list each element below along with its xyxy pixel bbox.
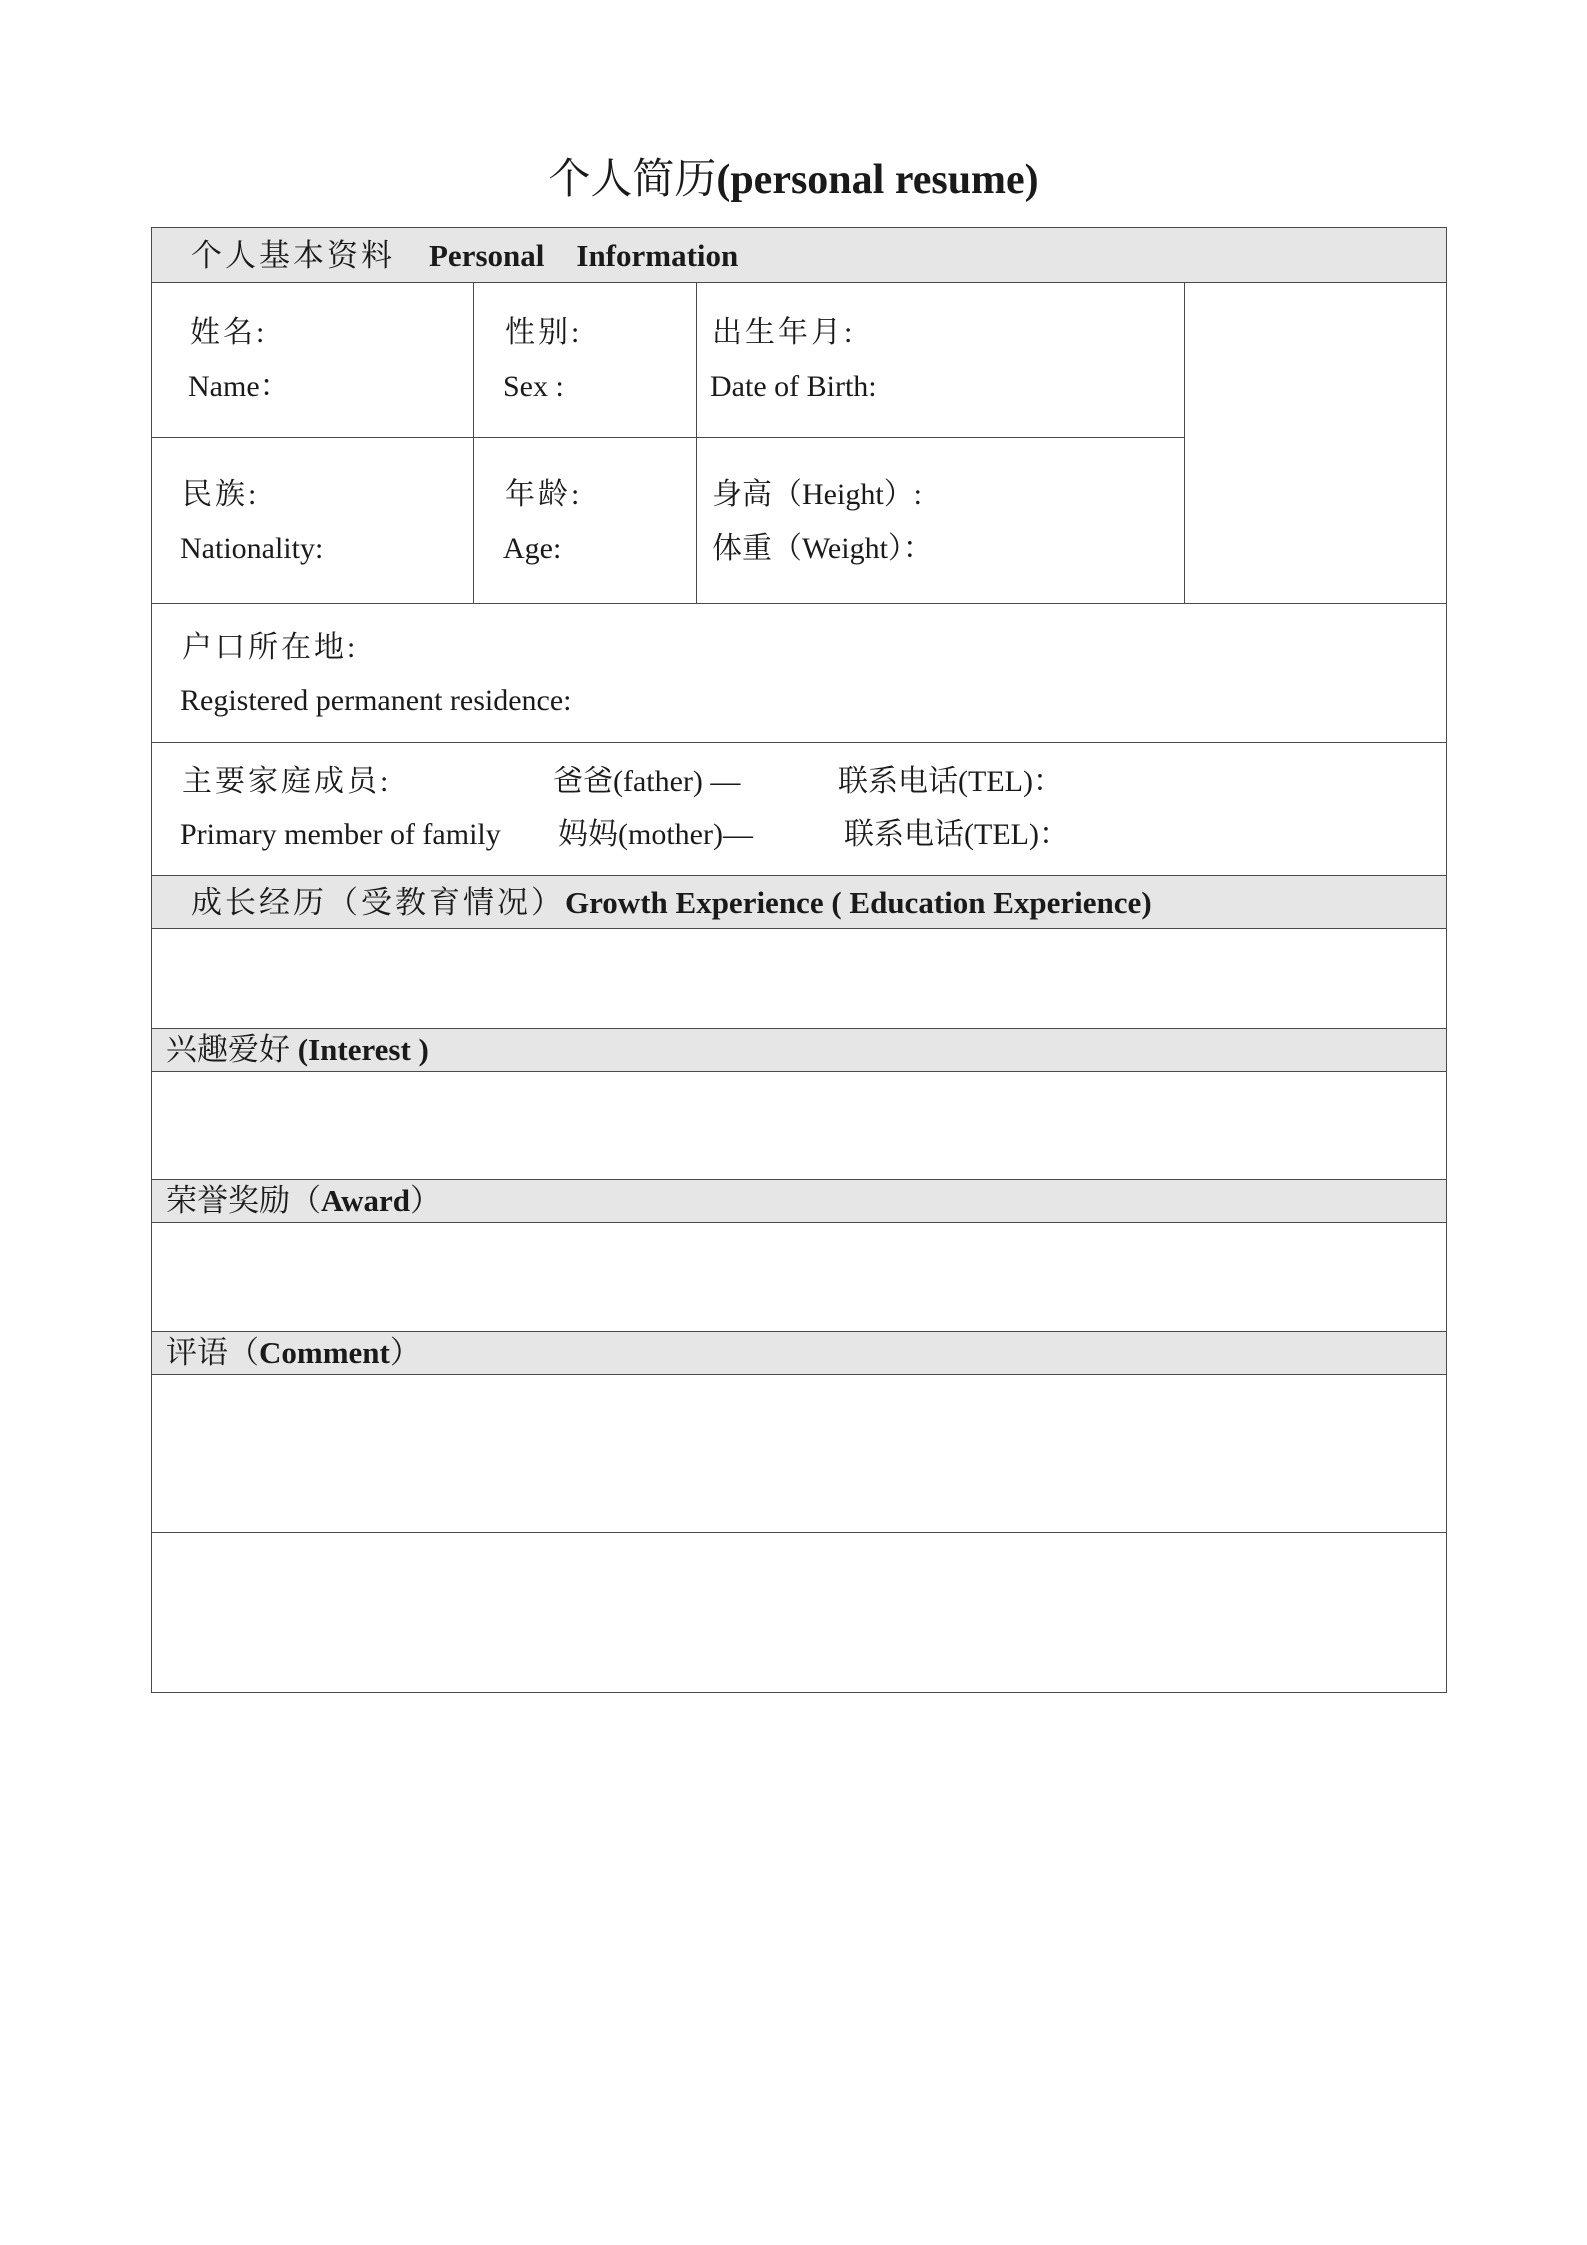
award-close: ） bbox=[409, 1183, 441, 1218]
divider-name-sex bbox=[473, 282, 474, 603]
personal-info-en1: Personal bbox=[429, 238, 545, 273]
mother-tel-label: 联系电话(TEL)： bbox=[844, 818, 1069, 851]
rule-after-personal-header bbox=[151, 282, 1447, 283]
rule-after-interest-header bbox=[151, 1071, 1447, 1072]
rule-before-award bbox=[151, 1179, 1447, 1180]
nationality-label-cn: 民族: bbox=[182, 478, 260, 511]
page-title bbox=[0, 152, 1587, 208]
resume-table bbox=[151, 227, 1447, 1693]
weight-label: 体重（Weight）： bbox=[712, 532, 933, 565]
father-tel-label: 联系电话(TEL)： bbox=[838, 765, 1063, 798]
growth-en: Growth Experience ( Education Experience) bbox=[565, 885, 1152, 920]
height-label: 身高（Height）: bbox=[712, 478, 922, 511]
personal-info-cn: 个人基本资料 bbox=[191, 238, 395, 273]
growth-cn: 成长经历（受教育情况） bbox=[191, 885, 565, 920]
rule-after-award-header bbox=[151, 1222, 1447, 1223]
comment-en: Comment bbox=[259, 1335, 390, 1370]
father-label: 爸爸(father) — bbox=[553, 765, 741, 798]
rule-after-comment-header bbox=[151, 1374, 1447, 1375]
rule-before-last-block bbox=[151, 1532, 1447, 1533]
sex-label-cn: 性别: bbox=[505, 316, 583, 349]
rule-before-interest bbox=[151, 1028, 1447, 1029]
residence-label-cn: 户口所在地: bbox=[182, 631, 359, 664]
divider-photo bbox=[1184, 282, 1185, 603]
family-label-cn: 主要家庭成员: bbox=[182, 765, 392, 798]
age-label-cn: 年龄: bbox=[505, 478, 583, 511]
interest-en: (Interest ) bbox=[290, 1032, 429, 1067]
award-header bbox=[166, 1182, 441, 1220]
comment-cn: 评语（ bbox=[166, 1335, 259, 1370]
title-english: (personal resume) bbox=[716, 157, 1039, 203]
personal-info-en2: Information bbox=[576, 238, 739, 273]
dob-label-cn: 出生年月: bbox=[712, 316, 856, 349]
comment-close: ） bbox=[389, 1335, 421, 1370]
sex-label-en: Sex : bbox=[503, 370, 564, 403]
title-chinese: 个人简历 bbox=[548, 157, 717, 203]
rule-after-growth-header bbox=[151, 928, 1447, 929]
family-label-en: Primary member of family bbox=[180, 818, 501, 851]
growth-header bbox=[191, 884, 1152, 922]
interest-header bbox=[166, 1031, 429, 1069]
dob-label-en: Date of Birth: bbox=[710, 370, 877, 403]
rule-after-name-row bbox=[151, 437, 1185, 438]
divider-sex-dob bbox=[696, 282, 697, 603]
rule-after-residence bbox=[151, 742, 1447, 743]
age-label-en: Age: bbox=[503, 532, 562, 565]
rule-after-family bbox=[151, 875, 1447, 876]
name-label-en: Name： bbox=[188, 370, 290, 403]
name-label-cn: 姓名: bbox=[190, 316, 268, 349]
award-en: Award bbox=[321, 1183, 410, 1218]
interest-cn: 兴趣爱好 bbox=[166, 1032, 290, 1067]
mother-label: 妈妈(mother)— bbox=[558, 818, 753, 851]
personal-info-header bbox=[191, 237, 738, 275]
residence-label-en: Registered permanent residence: bbox=[180, 684, 572, 717]
rule-after-nation-row bbox=[151, 603, 1447, 604]
comment-header bbox=[166, 1334, 421, 1372]
award-cn: 荣誉奖励（ bbox=[166, 1183, 321, 1218]
nationality-label-en: Nationality: bbox=[180, 532, 324, 565]
rule-before-comment bbox=[151, 1331, 1447, 1332]
